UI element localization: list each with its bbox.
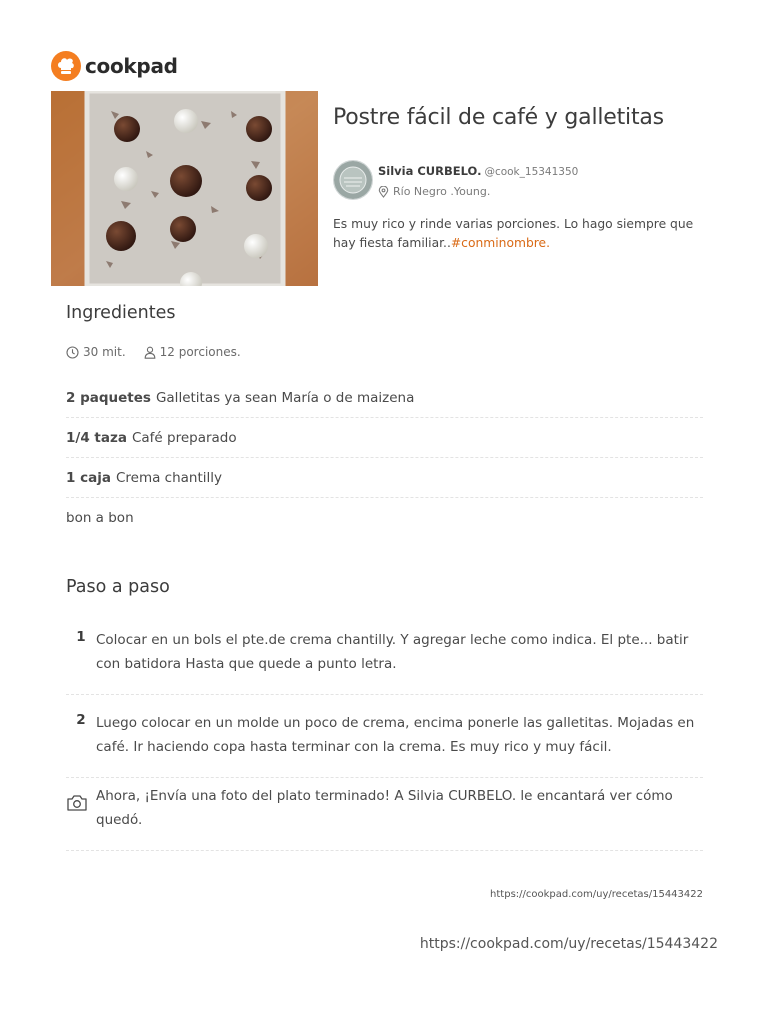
steps-list <box>66 620 703 778</box>
chef-hat-icon <box>51 51 81 81</box>
hashtag-link[interactable]: #conminombre. <box>450 236 551 250</box>
author-location-text: Río Negro .Young. <box>393 185 491 198</box>
recipe-url-large[interactable]: https://cookpad.com/uy/recetas/15443422 <box>419 936 718 952</box>
recipe-meta <box>66 345 259 359</box>
step-number: 1 <box>76 629 86 645</box>
person-icon <box>144 346 156 359</box>
ingredients-heading: Ingredientes <box>66 303 176 323</box>
cooksnap-prompt-text: Ahora, ¡Envía una foto del plato terminado! A Silvia CURBELO. le encantará ver cómo quedó. <box>96 788 673 828</box>
ingredient-name: Crema chantilly <box>115 469 222 486</box>
recipe-description <box>333 215 705 253</box>
clock-icon <box>66 346 79 359</box>
servings <box>144 345 241 359</box>
cook-time <box>66 345 126 359</box>
step-text: Colocar en un bols el pte.de crema chantilly. Y agregar leche como indica. El pte... batir con batidora Hasta que quede a punto letra. <box>96 632 689 672</box>
servings-text: 12 porciones. <box>159 345 241 359</box>
ingredient-item <box>66 418 703 458</box>
step-number: 2 <box>76 712 86 728</box>
ingredient-item <box>66 458 703 498</box>
ingredient-quantity: 1 caja <box>66 469 111 486</box>
cook-time-text: 30 mit. <box>83 345 126 359</box>
ingredient-item <box>66 498 703 538</box>
step-item <box>66 695 703 778</box>
recipe-title: Postre fácil de café y galletitas <box>333 105 664 130</box>
ingredient-item <box>66 378 703 418</box>
author-avatar[interactable] <box>333 160 373 200</box>
steps-heading: Paso a paso <box>66 577 170 597</box>
ingredient-quantity: 1/4 taza <box>66 429 127 446</box>
cookpad-logo[interactable] <box>51 51 178 81</box>
ingredient-name: bon a bon <box>66 510 134 526</box>
ingredient-quantity: 2 paquetes <box>66 389 151 406</box>
location-pin-icon <box>378 186 389 198</box>
ingredients-list <box>66 378 703 538</box>
recipe-photo <box>51 91 318 286</box>
author-handle[interactable]: @cook_15341350 <box>484 166 579 178</box>
brand-name: cookpad <box>85 54 178 78</box>
camera-icon[interactable] <box>66 784 96 832</box>
ingredient-name: Galletitas ya sean María o de maizena <box>155 389 415 406</box>
author-location <box>378 185 490 198</box>
step-item <box>66 620 703 695</box>
ingredient-name: Café preparado <box>131 429 237 446</box>
cooksnap-prompt[interactable] <box>66 784 703 851</box>
author-name[interactable] <box>378 164 578 178</box>
recipe-url-small[interactable]: https://cookpad.com/uy/recetas/15443422 <box>490 889 703 900</box>
author-name-text[interactable]: Silvia CURBELO. <box>378 164 482 178</box>
description-text: Es muy rico y rinde varias porciones. Lo hago siempre que hay fiesta familiar.. <box>333 217 694 250</box>
step-text: Luego colocar en un molde un poco de crema, encima ponerle las galletitas. Mojadas en café. Ir haciendo copa hasta terminar con la crema. Es muy rico y muy fácil. <box>96 715 695 755</box>
